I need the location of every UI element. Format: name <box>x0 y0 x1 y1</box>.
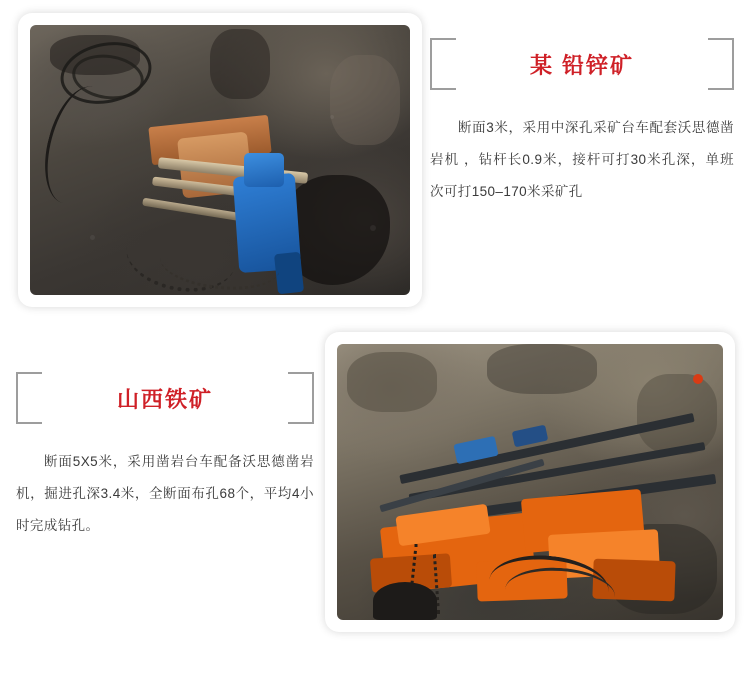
photo-art-shanxi-iron-mine <box>337 344 723 620</box>
bracket-left-icon <box>16 372 42 424</box>
title-lead-zinc-mine <box>430 38 734 90</box>
text-block-lead-zinc-mine <box>430 38 734 208</box>
title-text: 某 铅锌矿 <box>529 52 635 78</box>
photo-lead-zinc-mine <box>30 25 410 295</box>
text-block-shanxi-iron-mine <box>16 372 314 542</box>
photo-card-shanxi-iron-mine <box>325 332 735 632</box>
title-shanxi-iron-mine <box>16 372 314 424</box>
bracket-left-icon <box>430 38 456 90</box>
body-text-shanxi-iron-mine: 断面5X5米，采用凿岩台车配备沃思德凿岩机，掘进孔深3.4米，全断面布孔68个，平均4小时完成钻孔。 <box>16 454 314 533</box>
photo-shanxi-iron-mine <box>337 344 723 620</box>
bracket-right-icon <box>288 372 314 424</box>
bracket-right-icon <box>708 38 734 90</box>
title-text: 山西铁矿 <box>116 386 213 412</box>
photo-card-lead-zinc-mine <box>18 13 422 307</box>
photo-art-lead-zinc-mine <box>30 25 410 295</box>
body-text-lead-zinc-mine: 断面3米，采用中深孔采矿台车配套沃思德凿岩机 ，钻杆长0.9米，接杆可打30米孔深，单班次可打150–170米采矿孔 <box>430 120 734 199</box>
